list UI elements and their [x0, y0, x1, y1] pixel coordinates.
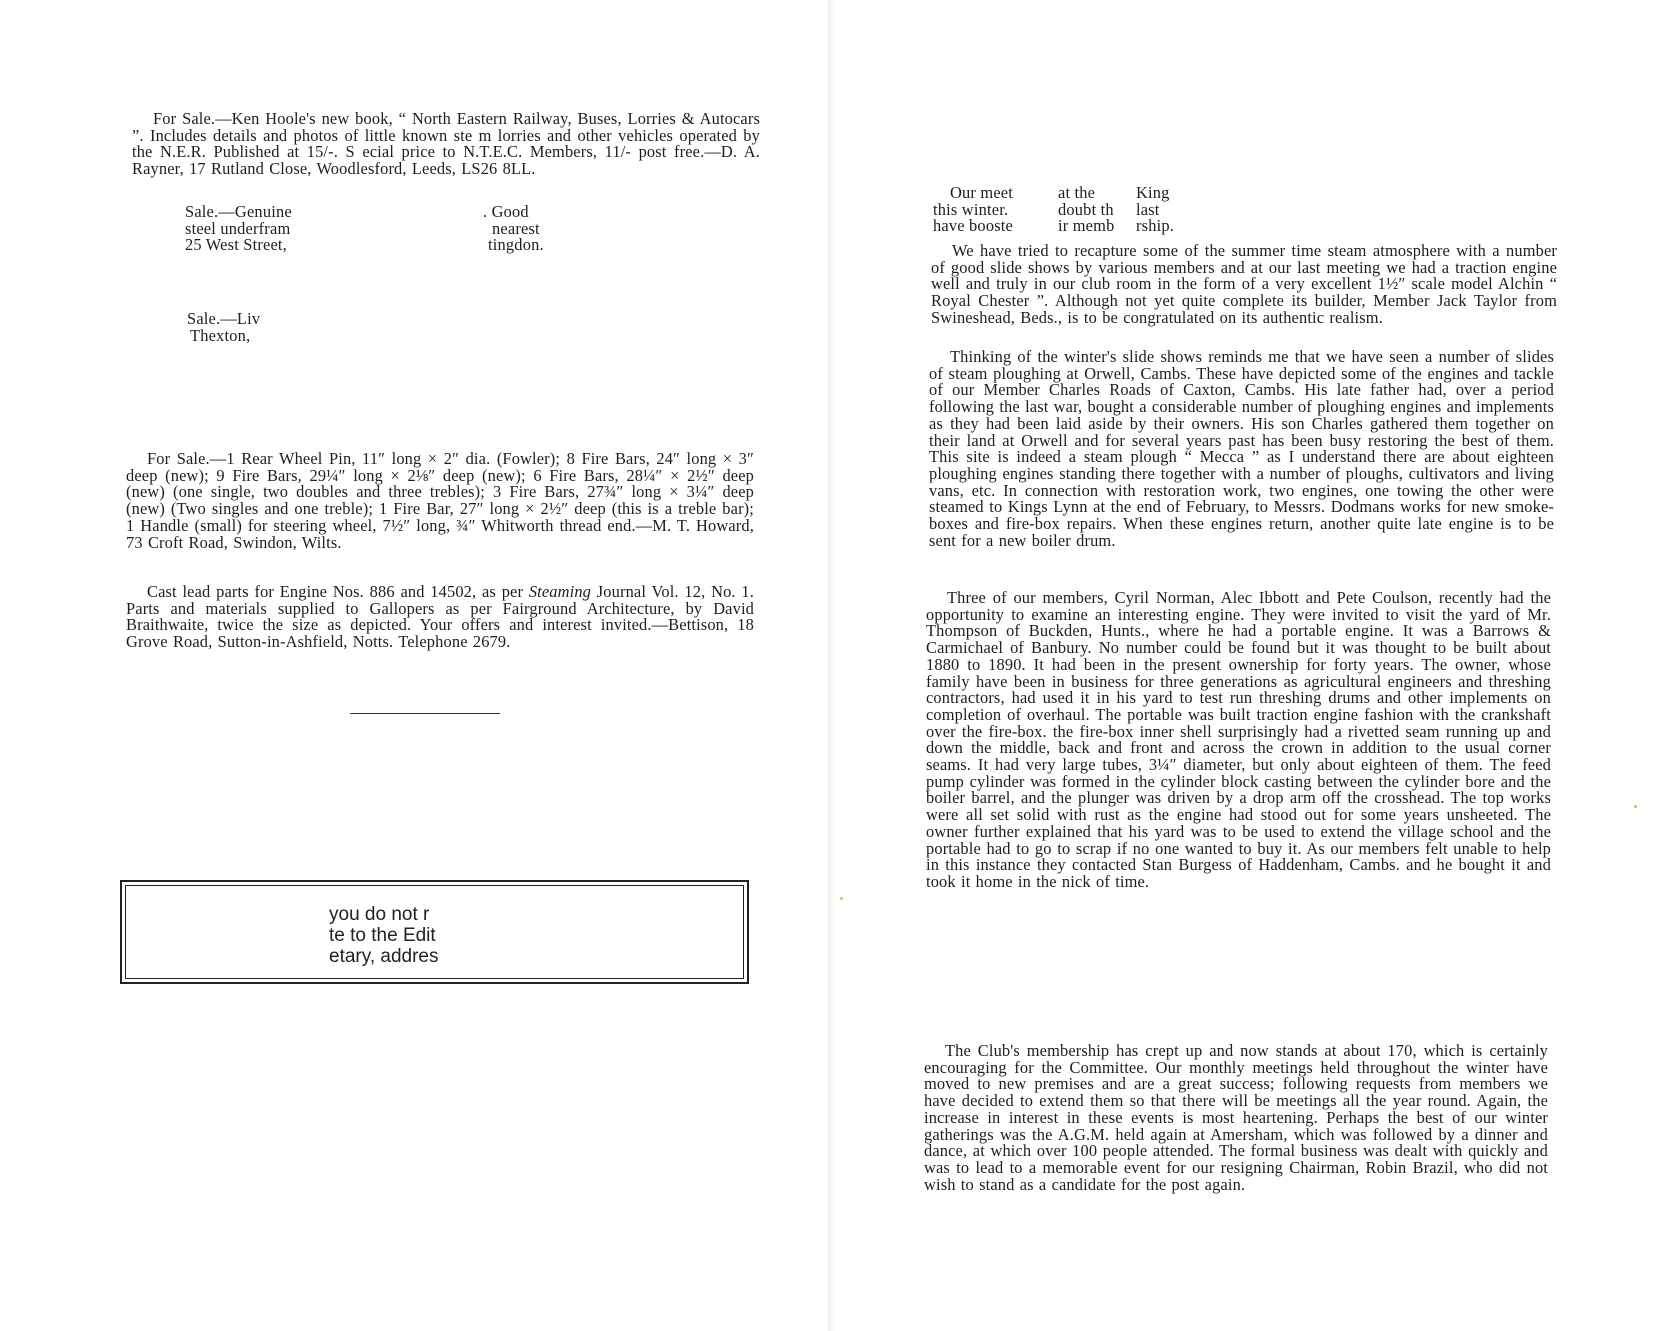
- notice-line: etary, addres: [329, 946, 439, 967]
- ad-cast-lead-italic: Steaming: [528, 582, 592, 601]
- para-slide-shows-text: We have tried to recapture some of the summer time steam atmosphere with a number of good slide shows by various members and at our last meeting we had a traction engine well and truly in our club room in the form of a very excellent 1½″ scale model Alchin “ Royal Chester ”. Although not yet quite complete its builder, Member Jack Taylor from Swineshead, Beds., is to be congratulated on its authentic realism.: [931, 241, 1557, 327]
- meet-fragment-cell: King: [1136, 183, 1170, 202]
- ad-ken-hoole-text: For Sale.—Ken Hoole's new book, “ North Eastern Railway, Buses, Lorries & Autocars ”. Includes details and photos of little known ste m lorries and other vehicles operated by the N.E.R. Published at 15/-. S ecial price to N.T.E.C. Members, 11/- post free.—D. A. Rayner, 17 Rutland Close, Woodlesford, Leeds, LS26 8LL.: [132, 109, 760, 179]
- notice-line: you do not r: [329, 904, 430, 925]
- meet-fragment-cell: at the: [1058, 183, 1096, 202]
- meet-fragment: [933, 185, 1193, 235]
- fragment-line: tingdon.: [488, 235, 544, 255]
- fragment-genuine-left: [185, 204, 345, 254]
- para-steam-ploughing: [929, 349, 1554, 549]
- meet-fragment-cell: this winter.: [933, 199, 1009, 219]
- para-portable-engine-text: Three of our members, Cyril Norman, Alec Ibbott and Pete Coulson, recently had the opportunity to examine an interesting engine. They were invited to visit the yard of Mr. Thompson of Buckden, Hunts., where he had a portable engine. It was a Barrows & Carmichael of Banbury. No number could be found but it was thought to be built about 1880 to 1890. It had been in the present ownership for forty years. The owner, whose family have been in business for three generations as agricultural engineers and threshing contractors, had used it in his yard to test run threshing drums and other implements on completion of overhaul. The portable was built traction engine fashion with the crankshaft over the fire-box. the fire-box inner shell surprisingly had a rivetted seam running up and down the middle, back and front and across the crown in addition to the usual corner seams. It had very large tubes, 3¼″ diameter, but only about eighteen of them. The feed pump cylinder was formed in the cylinder block casting between the cylinder bore and the boiler barrel, and the plunger was driven by a drop arm off the crosshead. The top works were all set solid with rust as the engine had stood out for some years unsheeted. The owner further explained that his yard was to be used to extend the village school and the portable had to go to scrap if no one wanted to buy it. As our members felt unable to help in this instance they contacted Stan Burgess of Haddenham, Cambs. and he bought it and took it home in the nick of time.: [926, 588, 1551, 891]
- right-page: [830, 0, 1660, 1331]
- ad-cast-lead-text: [126, 584, 754, 651]
- notice-box: [120, 880, 749, 984]
- para-club-membership: [924, 1043, 1548, 1193]
- fragment-line: Sale.—Genuine: [185, 202, 292, 221]
- para-slide-shows: [931, 243, 1557, 327]
- ad-rear-wheel-pin-text: For Sale.—1 Rear Wheel Pin, 11″ long × 2″ dia. (Fowler); 8 Fire Bars, 24″ long × 3″ deep (new); 9 Fire Bars, 29¼″ long × 2⅛″ deep (new); 6 Fire Bars, 28¼″ × 2½″ deep (new) (one single, two doubles and three trebles); 3 Fire Bars, 27¾″ long × 3¼″ deep (new) (Two singles and one treble); 1 Fire Bar, 27″ long × 2½″ deep (this is a treble bar); 1 Handle (small) for steering wheel, 7½″ long, ¾″ Whitworth thread end.—M. T. Howard, 73 Croft Road, Swindon, Wilts.: [126, 449, 754, 552]
- para-club-membership-text: The Club's membership has crept up and now stands at about 170, which is certainly encouraging for the Committee. Our monthly meetings held throughout the winter have moved to new premises and are a great success; following requests from members we have decided to extend them so that there will be meetings all the year round. Again, the increase in interest in these events is most heartening. Perhaps the best of our winter gatherings was the A.G.M. held again at Amersham, which was followed by a dinner and dance, at which over 100 people attended. The formal business was dealt with quickly and was to lead to a memorable event for our resigning Chairman, Robin Brazil, who did not wish to stand as a candidate for the post again.: [924, 1041, 1548, 1194]
- fragment-line: nearest: [492, 218, 540, 238]
- notice-line: te to the Edit: [329, 925, 436, 946]
- section-divider: [350, 713, 500, 714]
- fragment-live: [187, 311, 327, 344]
- meet-fragment-cell: doubt th: [1058, 199, 1114, 219]
- meet-fragment-row: [933, 218, 1193, 235]
- meet-fragment-cell: have booste: [933, 216, 1014, 236]
- paper-speck: [1634, 805, 1637, 808]
- ad-ken-hoole-book: [132, 111, 760, 178]
- fragment-line: 25 West Street,: [185, 235, 287, 255]
- ad-rear-wheel-pin: [126, 451, 754, 551]
- fragment-line: . Good: [483, 202, 529, 221]
- meet-fragment-cell: last: [1136, 199, 1160, 219]
- para-steam-ploughing-text: Thinking of the winter's slide shows reminds me that we have seen a number of slides of steam ploughing at Orwell, Cambs. These have depicted some of the engines and tackle of our Member Charles Roads of Caxton, Cambs. His late father had, over a period following the last war, bought a considerable number of ploughing engines and implements as they had been laid aside by their owners. His son Charles gathered them together on their land at Orwell and for several years past has been busy restoring the best of them. This site is indeed a steam plough “ Mecca ” as I understand there are about eighteen ploughing engines standing there together with a number of ploughs, cultivators and living vans, etc. In connection with restoration work, two engines, one towing the other were steamed to Kings Lynn at the end of February, to Messrs. Dodmans works for new smoke-boxes and fire-box repairs. When these engines return, another quite late engine is to be sent for a new boiler drum.: [929, 347, 1554, 550]
- fragment-genuine-right: [483, 204, 603, 254]
- fragment-line: Sale.—Liv: [187, 309, 261, 328]
- ad-cast-lead-before: Cast lead parts for Engine Nos. 886 and 14502, as per: [147, 582, 529, 601]
- para-portable-engine: [926, 590, 1551, 891]
- meet-fragment-cell: rship.: [1136, 216, 1175, 236]
- fragment-line: Thexton,: [190, 325, 251, 345]
- ad-cast-lead-parts: [126, 584, 754, 651]
- meet-fragment-cell: Our meet: [950, 183, 1014, 202]
- fragment-line: steel underfram: [185, 218, 291, 238]
- ad-cast-lead-after: Journal Vol. 12, No. 1. Parts and materials supplied to Gallopers as per Fairground Architecture, by David Braithwaite, twice the size as depicted. Your offers and interest invited.—Bettison, 18 Grove Road, Sutton-in-Ashfield, Notts. Telephone 2679.: [126, 582, 754, 652]
- notice-box-inner: [125, 885, 744, 979]
- meet-fragment-cell: ir memb: [1058, 216, 1115, 236]
